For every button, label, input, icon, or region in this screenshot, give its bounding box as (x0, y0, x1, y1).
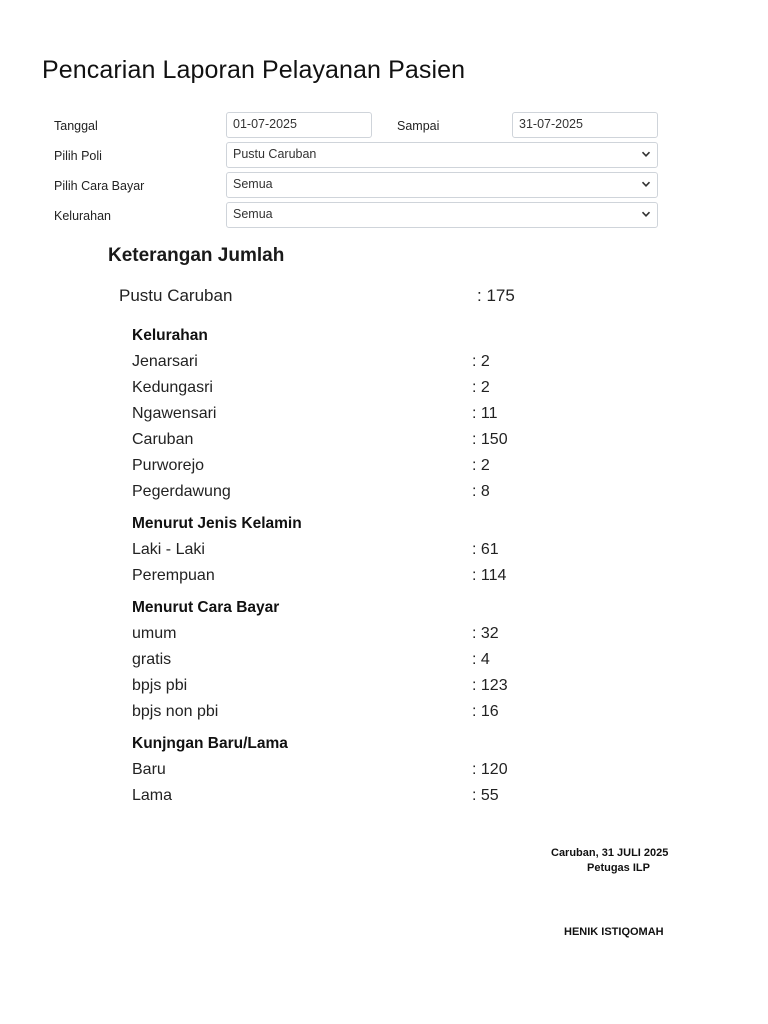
kelurahan-label: Kelurahan (54, 209, 111, 223)
list-item-label: Caruban (132, 431, 194, 448)
list-item-value: : 16 (472, 703, 499, 720)
cara-bayar-row (0, 170, 768, 200)
list-item-label: Kedungasri (132, 379, 213, 396)
list-item-value: : 2 (472, 353, 490, 370)
list-item-value: : 32 (472, 625, 499, 642)
list-item-value: : 114 (472, 567, 507, 584)
page-title: Pencarian Laporan Pelayanan Pasien (42, 56, 466, 84)
poli-total: : 175 (477, 286, 515, 305)
kelurahan-row (0, 200, 768, 230)
tanggal-end-value: 31-07-2025 (519, 117, 583, 131)
list-item-value: : 11 (472, 405, 498, 422)
poli-label: Pilih Poli (54, 149, 102, 163)
list-item-value: : 2 (472, 379, 490, 396)
signature-place-date: Caruban, 31 JULI 2025 (551, 847, 669, 859)
tanggal-label: Tanggal (54, 119, 98, 133)
kelurahan-select-value: Semua (233, 207, 273, 221)
chevron-down-icon (641, 209, 651, 219)
section-heading-jenis-kelamin: Menurut Jenis Kelamin (132, 515, 302, 532)
list-item-label: umum (132, 625, 177, 642)
list-item-value: : 123 (472, 677, 508, 694)
chevron-down-icon (641, 179, 651, 189)
cara-bayar-select[interactable] (226, 172, 658, 198)
list-item-label: Lama (132, 787, 173, 804)
list-item-value: : 120 (472, 761, 508, 778)
tanggal-end-input[interactable] (512, 112, 658, 138)
signature-name: HENIK ISTIQOMAH (564, 926, 664, 938)
poli-row (0, 140, 768, 170)
section-heading-kelurahan: Kelurahan (132, 327, 208, 344)
sampai-label: Sampai (397, 119, 440, 133)
chevron-down-icon (641, 149, 651, 159)
summary-title: Keterangan Jumlah (108, 245, 285, 266)
list-item-label: bpjs pbi (132, 677, 188, 694)
list-item-value: : 150 (472, 431, 508, 448)
kelurahan-select[interactable] (226, 202, 658, 228)
tanggal-start-value: 01-07-2025 (233, 117, 297, 131)
list-item-value: : 55 (472, 787, 499, 804)
section-heading-cara-bayar: Menurut Cara Bayar (132, 599, 280, 616)
list-item-label: Jenarsari (132, 353, 198, 370)
date-range-row (0, 110, 768, 140)
poli-select-value: Pustu Caruban (233, 147, 317, 161)
list-item-value: : 8 (472, 483, 490, 500)
list-item-label: Pegerdawung (132, 483, 231, 500)
signature-role: Petugas ILP (587, 862, 650, 874)
cara-bayar-label: Pilih Cara Bayar (54, 179, 145, 193)
list-item-value: : 61 (472, 541, 499, 558)
section-heading-kunjungan: Kunjngan Baru/Lama (132, 735, 288, 752)
list-item-label: Perempuan (132, 567, 215, 584)
list-item-value: : 4 (472, 651, 490, 668)
list-item-label: gratis (132, 651, 172, 668)
poli-select[interactable] (226, 142, 658, 168)
list-item-label: Laki - Laki (132, 541, 205, 558)
poli-name: Pustu Caruban (119, 286, 233, 305)
list-item-label: bpjs non pbi (132, 703, 219, 720)
list-item-label: Ngawensari (132, 405, 217, 422)
list-item-label: Baru (132, 761, 166, 778)
cara-bayar-select-value: Semua (233, 177, 273, 191)
tanggal-start-input[interactable] (226, 112, 372, 138)
list-item-value: : 2 (472, 457, 490, 474)
list-item-label: Purworejo (132, 457, 205, 474)
